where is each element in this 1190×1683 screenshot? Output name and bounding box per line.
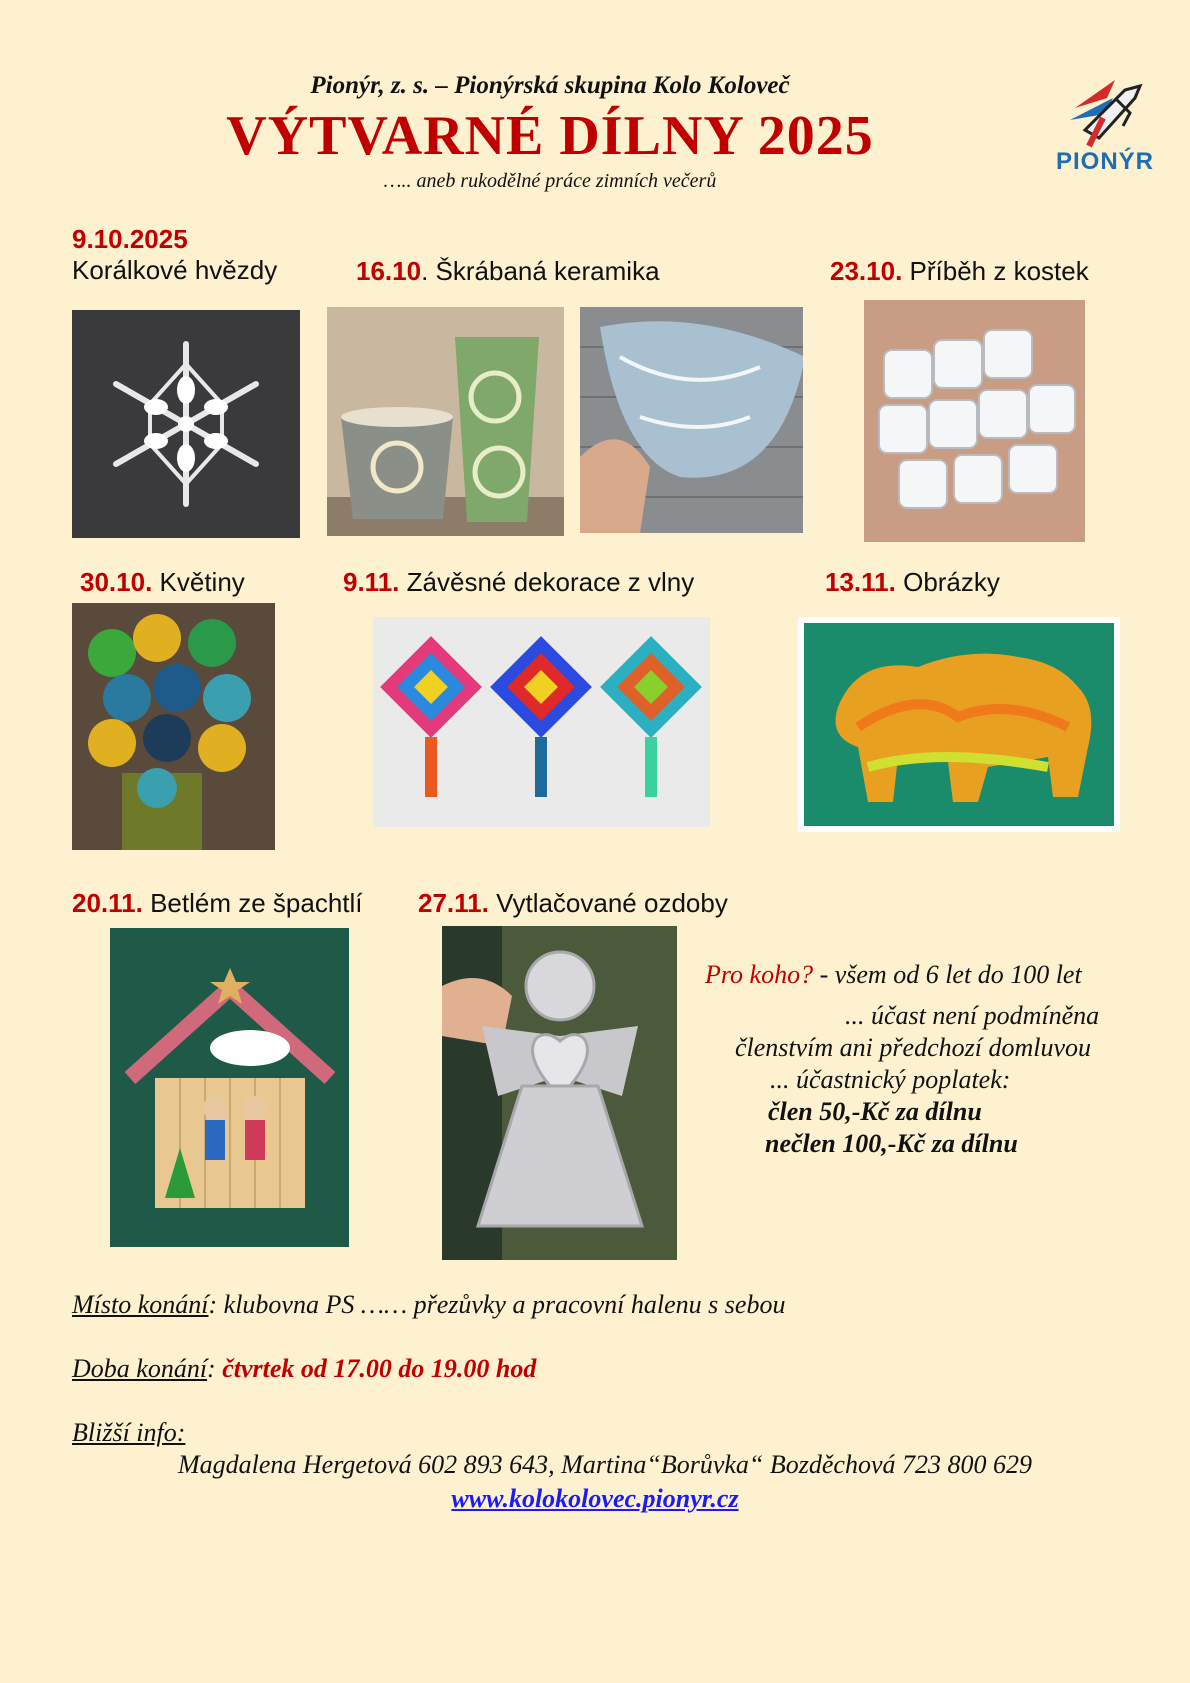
- time-line: [72, 1354, 536, 1384]
- ceramics-photo-2: [580, 307, 803, 533]
- place-line: [72, 1290, 785, 1320]
- for-whom-line2: ... účast není podmíněna: [845, 1001, 1100, 1030]
- workshop-name: Obrázky: [903, 567, 1000, 597]
- nativity-photo: [110, 928, 349, 1247]
- workshop-date: 30.10.: [80, 567, 153, 597]
- workshop-name: Příběh z kostek: [909, 256, 1089, 286]
- wool-decorations-photo: [373, 617, 710, 827]
- workshop-7: [72, 888, 363, 919]
- for-whom-text: - všem od 6 let do 100 let: [813, 960, 1082, 989]
- workshop-date: 20.11.: [72, 888, 143, 918]
- workshop-date: 23.10.: [830, 256, 903, 286]
- workshop-3: [830, 256, 1089, 287]
- workshop-8: [418, 888, 728, 919]
- workshop-5: [343, 567, 694, 598]
- workshop-date: 9.10.2025: [72, 224, 188, 254]
- workshop-4: [80, 567, 245, 598]
- workshop-name: Květiny: [159, 567, 245, 597]
- logo-text: PIONÝR: [1055, 148, 1154, 175]
- website-row: [0, 1484, 1190, 1514]
- workshop-date: 27.11.: [418, 888, 489, 918]
- workshop-name: Betlém ze špachtlí: [150, 888, 363, 918]
- workshop-6: [825, 567, 1000, 598]
- workshop-date: 9.11.: [343, 567, 400, 597]
- time-label: Doba konání: [72, 1354, 208, 1383]
- place-label: Místo konání: [72, 1290, 209, 1319]
- flowers-photo: [72, 603, 275, 850]
- workshop-name: Škrábaná keramika: [435, 256, 660, 286]
- workshop-name: Vytlačované ozdoby: [496, 888, 728, 918]
- ceramics-photo-1: [327, 307, 564, 536]
- contact-people: Magdalena Hergetová 602 893 643, Martina“Borůvka“ Bozděchová 723 800 629: [177, 1450, 1033, 1479]
- workshop-2: 16.10. Škrábaná keramika: [356, 256, 660, 286]
- embossed-angel-photo: [442, 926, 677, 1260]
- beaded-star-photo: [72, 310, 300, 538]
- workshop-name: Korálkové hvězdy: [72, 255, 278, 285]
- website-link[interactable]: www.kolokolovec.pionyr.cz: [451, 1484, 739, 1513]
- contact-label: Bližší info:: [72, 1418, 186, 1447]
- for-whom-line3: členstvím ani předchozí domluvou: [735, 1033, 1091, 1062]
- bear-picture-photo: [798, 617, 1120, 832]
- fee-member: člen 50,-Kč za dílnu: [768, 1097, 982, 1126]
- organizer-line: Pionýr, z. s. – Pionýrská skupina Kolo Koloveč: [310, 72, 790, 99]
- place-text: : klubovna PS …… přezůvky a pracovní halenu s sebou: [208, 1290, 786, 1319]
- for-whom-line4: ... účastnický poplatek:: [770, 1065, 1011, 1094]
- workshop-name: Závěsné dekorace z vlny: [406, 567, 695, 597]
- time-text: čtvrtek od 17.00 do 19.00 hod: [222, 1354, 537, 1383]
- workshop-date: 16.10: [356, 256, 422, 286]
- workshop-1: [72, 224, 277, 286]
- for-whom-label: Pro koho?: [705, 960, 814, 989]
- workshop-date: 13.11.: [825, 567, 896, 597]
- time-colon: :: [207, 1354, 216, 1383]
- page-subtitle: ….. aneb rukodělné práce zimních večerů: [383, 170, 717, 192]
- for-whom-line1: [705, 960, 1082, 990]
- fee-nonmember: nečlen 100,-Kč za dílnu: [765, 1129, 1018, 1158]
- page-title: VÝTVARNÉ DÍLNY 2025: [226, 105, 874, 167]
- story-dice-photo: [864, 300, 1085, 542]
